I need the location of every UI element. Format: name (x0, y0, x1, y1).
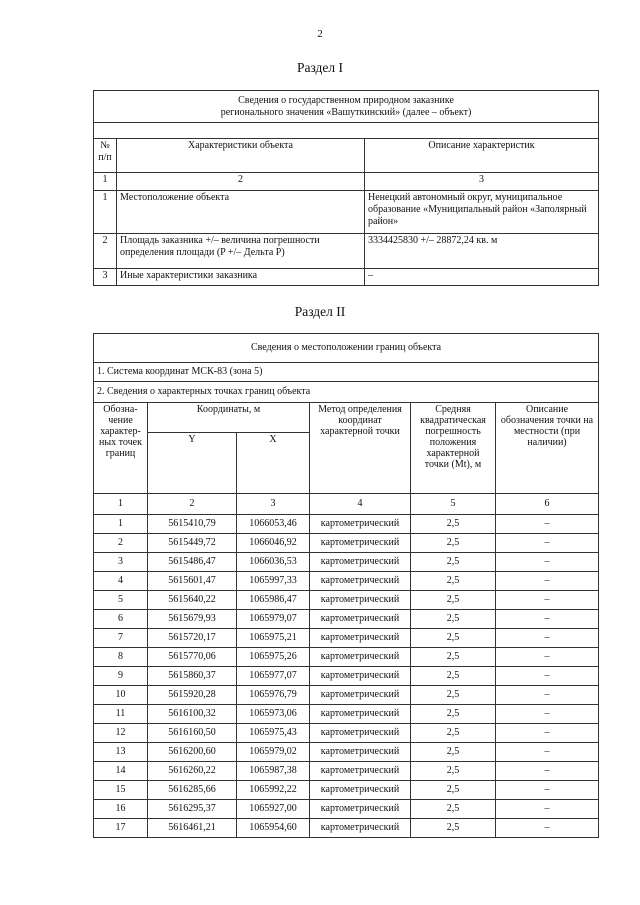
header-description: Описание обозначения точки на местности (при наличии) (496, 403, 599, 494)
point-id: 1 (94, 515, 148, 534)
description: – (496, 762, 599, 781)
error: 2,5 (411, 819, 496, 838)
table-row (94, 819, 599, 838)
description: – (496, 515, 599, 534)
table-row (94, 743, 599, 762)
coord-x: 1065997,33 (237, 572, 310, 591)
description: – (496, 553, 599, 572)
coord-y: 5615601,47 (148, 572, 237, 591)
table-row (94, 234, 599, 269)
col-number: 3 (365, 173, 599, 191)
col-number: 2 (117, 173, 365, 191)
coord-x: 1066036,53 (237, 553, 310, 572)
table-row (94, 553, 599, 572)
point-id: 16 (94, 800, 148, 819)
coord-x: 1065973,06 (237, 705, 310, 724)
point-id: 2 (94, 534, 148, 553)
table-title-line: регионального значения «Вашуткинский» (далее – объект) (220, 106, 472, 118)
error: 2,5 (411, 572, 496, 591)
table-row (94, 515, 599, 534)
point-id: 7 (94, 629, 148, 648)
header-point: Обозна-чение характер-ных точек границ (94, 403, 148, 494)
header-x: X (237, 433, 310, 494)
coord-y: 5615449,72 (148, 534, 237, 553)
points-title: 2. Сведения о характерных точках границ объекта (94, 382, 599, 403)
description: – (496, 610, 599, 629)
description: – (496, 648, 599, 667)
coordinate-system: 1. Система координат МСК-83 (зона 5) (94, 363, 599, 382)
header-method: Метод определения координат характерной точки (310, 403, 411, 494)
table-row (94, 534, 599, 553)
row-number: 2 (94, 234, 117, 269)
description: – (496, 705, 599, 724)
error: 2,5 (411, 591, 496, 610)
coord-x: 1065979,02 (237, 743, 310, 762)
coord-x: 1065977,07 (237, 667, 310, 686)
coord-y: 5616200,60 (148, 743, 237, 762)
header-coordinates: Координаты, м (148, 403, 310, 433)
section-2-title: Раздел II (294, 304, 346, 319)
description: – (496, 591, 599, 610)
error: 2,5 (411, 800, 496, 819)
point-id: 4 (94, 572, 148, 591)
coord-y: 5615679,93 (148, 610, 237, 629)
table-row (94, 800, 599, 819)
method: картометрический (310, 724, 411, 743)
table-title-line: Сведения о государственном природном заказнике (238, 94, 454, 106)
col-number: 5 (411, 494, 496, 515)
row-number: 3 (94, 269, 117, 286)
point-id: 5 (94, 591, 148, 610)
description: – (496, 781, 599, 800)
error: 2,5 (411, 781, 496, 800)
error: 2,5 (411, 686, 496, 705)
coord-x: 1065987,38 (237, 762, 310, 781)
method: картометрический (310, 781, 411, 800)
point-id: 11 (94, 705, 148, 724)
point-id: 13 (94, 743, 148, 762)
method: картометрический (310, 572, 411, 591)
coord-x: 1065975,21 (237, 629, 310, 648)
error: 2,5 (411, 724, 496, 743)
object-info-table (93, 90, 599, 286)
coord-x: 1065976,79 (237, 686, 310, 705)
coord-x: 1065992,22 (237, 781, 310, 800)
error: 2,5 (411, 705, 496, 724)
header-y: Y (148, 433, 237, 494)
point-id: 14 (94, 762, 148, 781)
error: 2,5 (411, 553, 496, 572)
row-value: Ненецкий автономный округ, муниципальное образование «Муниципальный район «Заполярный район» (365, 191, 599, 234)
error: 2,5 (411, 610, 496, 629)
coord-y: 5616260,22 (148, 762, 237, 781)
coord-y: 5616461,21 (148, 819, 237, 838)
table-row (94, 667, 599, 686)
boundary-points-table (93, 333, 599, 838)
table-row (94, 610, 599, 629)
coord-x: 1065986,47 (237, 591, 310, 610)
method: картометрический (310, 515, 411, 534)
coord-x: 1065954,60 (237, 819, 310, 838)
coord-y: 5615720,17 (148, 629, 237, 648)
method: картометрический (310, 667, 411, 686)
method: картометрический (310, 743, 411, 762)
point-id: 6 (94, 610, 148, 629)
col-number: 2 (148, 494, 237, 515)
description: – (496, 667, 599, 686)
header-error: Средняя квадратическая погрешность положения характерной точки (Mt), м (411, 403, 496, 494)
method: картометрический (310, 705, 411, 724)
point-id: 8 (94, 648, 148, 667)
table-row (94, 724, 599, 743)
header-number: № п/п (94, 139, 117, 173)
table-title (94, 91, 599, 123)
row-name: Площадь заказника +/– величина погрешности определения площади (P +/– Дельта P) (117, 234, 365, 269)
table-row (94, 686, 599, 705)
error: 2,5 (411, 534, 496, 553)
coord-x: 1065979,07 (237, 610, 310, 629)
coord-y: 5616100,32 (148, 705, 237, 724)
row-value: – (365, 269, 599, 286)
description: – (496, 686, 599, 705)
coord-y: 5615770,06 (148, 648, 237, 667)
method: картометрический (310, 553, 411, 572)
col-number: 1 (94, 494, 148, 515)
coord-y: 5615410,79 (148, 515, 237, 534)
coord-y: 5615640,22 (148, 591, 237, 610)
table-title: Сведения о местоположении границ объекта (94, 334, 599, 363)
method: картометрический (310, 800, 411, 819)
col-number: 6 (496, 494, 599, 515)
coord-y: 5615860,37 (148, 667, 237, 686)
table-row (94, 191, 599, 234)
point-id: 12 (94, 724, 148, 743)
table-row (94, 781, 599, 800)
coord-y: 5615486,47 (148, 553, 237, 572)
col-number: 3 (237, 494, 310, 515)
page-number: 2 (317, 28, 323, 40)
row-name: Иные характеристики заказника (117, 269, 365, 286)
point-id: 10 (94, 686, 148, 705)
method: картометрический (310, 629, 411, 648)
col-number: 4 (310, 494, 411, 515)
error: 2,5 (411, 743, 496, 762)
error: 2,5 (411, 762, 496, 781)
table-row (94, 269, 599, 286)
row-value: 3334425830 +/– 28872,24 кв. м (365, 234, 599, 269)
description: – (496, 572, 599, 591)
coord-y: 5616285,66 (148, 781, 237, 800)
empty-row (94, 123, 599, 139)
error: 2,5 (411, 515, 496, 534)
col-number: 1 (94, 173, 117, 191)
coord-x: 1066053,46 (237, 515, 310, 534)
method: картометрический (310, 610, 411, 629)
table-row (94, 648, 599, 667)
description: – (496, 743, 599, 762)
coord-x: 1066046,92 (237, 534, 310, 553)
method: картометрический (310, 591, 411, 610)
table-row (94, 705, 599, 724)
error: 2,5 (411, 667, 496, 686)
method: картометрический (310, 819, 411, 838)
description: – (496, 534, 599, 553)
table-row (94, 629, 599, 648)
point-id: 17 (94, 819, 148, 838)
table-row (94, 572, 599, 591)
coord-y: 5616295,37 (148, 800, 237, 819)
table-row (94, 591, 599, 610)
coord-x: 1065927,00 (237, 800, 310, 819)
description: – (496, 800, 599, 819)
point-id: 9 (94, 667, 148, 686)
row-name: Местоположение объекта (117, 191, 365, 234)
coord-y: 5616160,50 (148, 724, 237, 743)
error: 2,5 (411, 629, 496, 648)
coord-x: 1065975,43 (237, 724, 310, 743)
table-row (94, 762, 599, 781)
row-number: 1 (94, 191, 117, 234)
coord-y: 5615920,28 (148, 686, 237, 705)
method: картометрический (310, 534, 411, 553)
description: – (496, 724, 599, 743)
method: картометрический (310, 686, 411, 705)
description: – (496, 629, 599, 648)
description: – (496, 819, 599, 838)
method: картометрический (310, 648, 411, 667)
coord-x: 1065975,26 (237, 648, 310, 667)
error: 2,5 (411, 648, 496, 667)
header-description: Описание характеристик (365, 139, 599, 173)
point-id: 15 (94, 781, 148, 800)
header-characteristic: Характеристики объекта (117, 139, 365, 173)
method: картометрический (310, 762, 411, 781)
point-id: 3 (94, 553, 148, 572)
section-1-title: Раздел I (296, 60, 344, 75)
